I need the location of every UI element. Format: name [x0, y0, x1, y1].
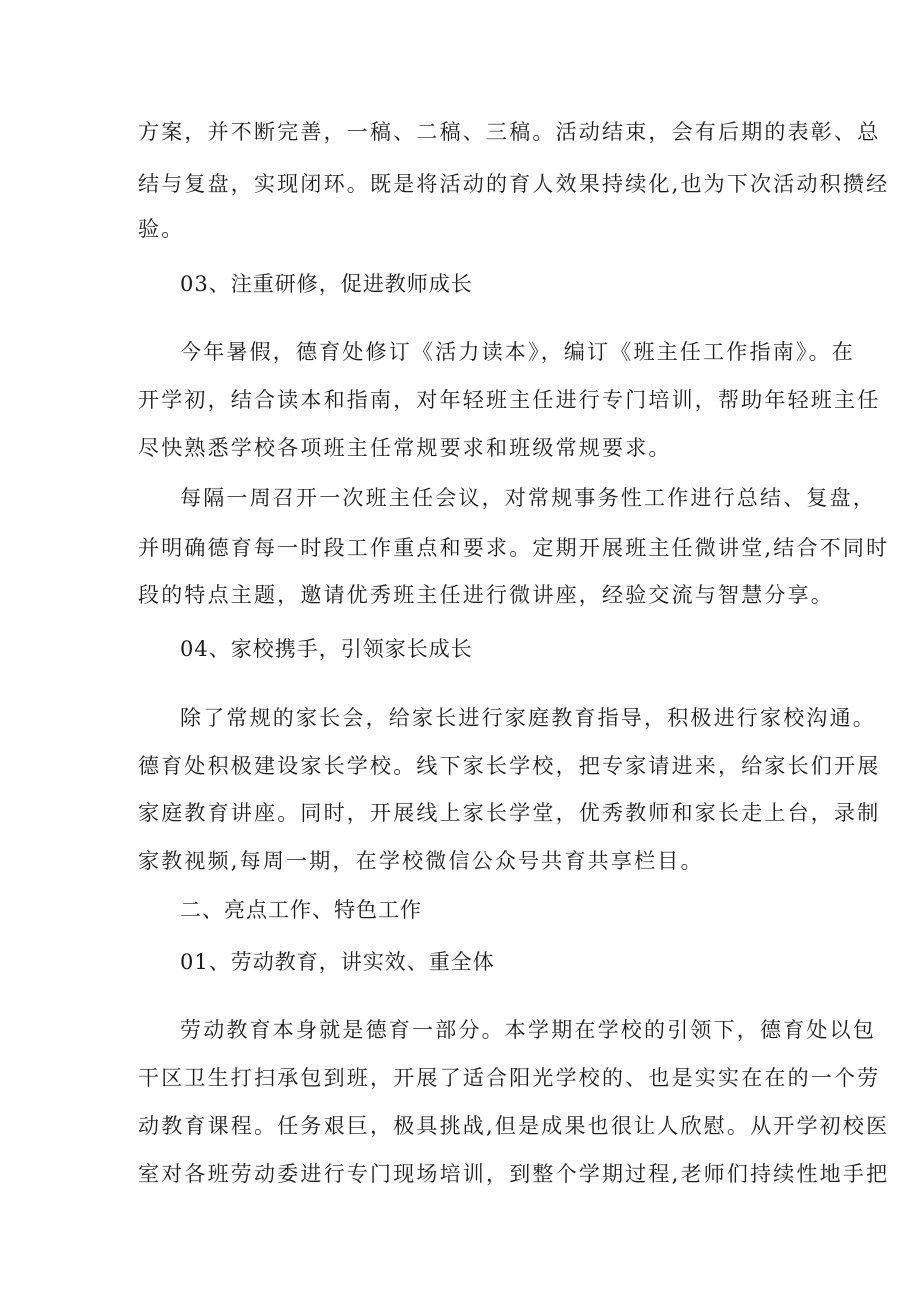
body-text-line: 劳动教育本身就是德育一部分。本学期在学校的引领下，德育处以包: [180, 1018, 876, 1042]
section-heading: 04、家校携手，引领家长成长: [180, 637, 473, 661]
section-heading: 03、注重研修，促进教师成长: [180, 272, 473, 296]
body-text-line: 开学初，结合读本和指南，对年轻班主任进行专门培训，帮助年轻班主任: [138, 388, 881, 412]
body-text-line: 尽快熟悉学校各项班主任常规要求和班级常规要求。: [138, 436, 672, 460]
body-text-line: 每隔一周召开一次班主任会议，对常规事务性工作进行总结、复盘，: [180, 486, 876, 510]
body-text-line: 干区卫生打扫承包到班，开展了适合阳光学校的、也是实实在在的一个劳: [138, 1066, 881, 1090]
body-text-line: 结与复盘，实现闭环。既是将活动的育人效果持续化,也为下次活动积攒经: [138, 172, 890, 196]
body-text-line: 除了常规的家长会，给家长进行家庭教育指导，积极进行家校沟通。: [180, 706, 876, 730]
body-text-line: 验。: [138, 217, 185, 241]
body-text-line: 家庭教育讲座。同时，开展线上家长学堂，优秀教师和家长走上台，录制: [138, 801, 881, 825]
body-text-line: 并明确德育每一时段工作重点和要求。定期开展班主任微讲堂,结合不同时: [138, 536, 890, 560]
body-text-line: 德育处积极建设家长学校。线下家长学校，把专家请进来，给家长们开展: [138, 754, 881, 778]
body-text-line: 动教育课程。任务艰巨，极具挑战,但是成果也很让人欣慰。从开学初校医: [138, 1114, 890, 1138]
body-text-line: 今年暑假，德育处修订《活力读本》，编订《班主任工作指南》。在: [180, 340, 855, 364]
section-heading: 01、劳动教育，讲实效、重全体: [180, 950, 495, 974]
section-heading: 二、亮点工作、特色工作: [180, 898, 422, 922]
body-text-line: 家教视频,每周一期，在学校微信公众号共育共享栏目。: [138, 849, 704, 873]
body-text-line: 方案，并不断完善，一稿、二稿、三稿。活动结束，会有后期的表彰、总: [138, 120, 881, 144]
body-text-line: 室对各班劳动委进行专门现场培训，到整个学期过程,老师们持续性地手把: [138, 1162, 890, 1186]
body-text-line: 段的特点主题，邀请优秀班主任进行微讲座，经验交流与智慧分享。: [138, 583, 834, 607]
